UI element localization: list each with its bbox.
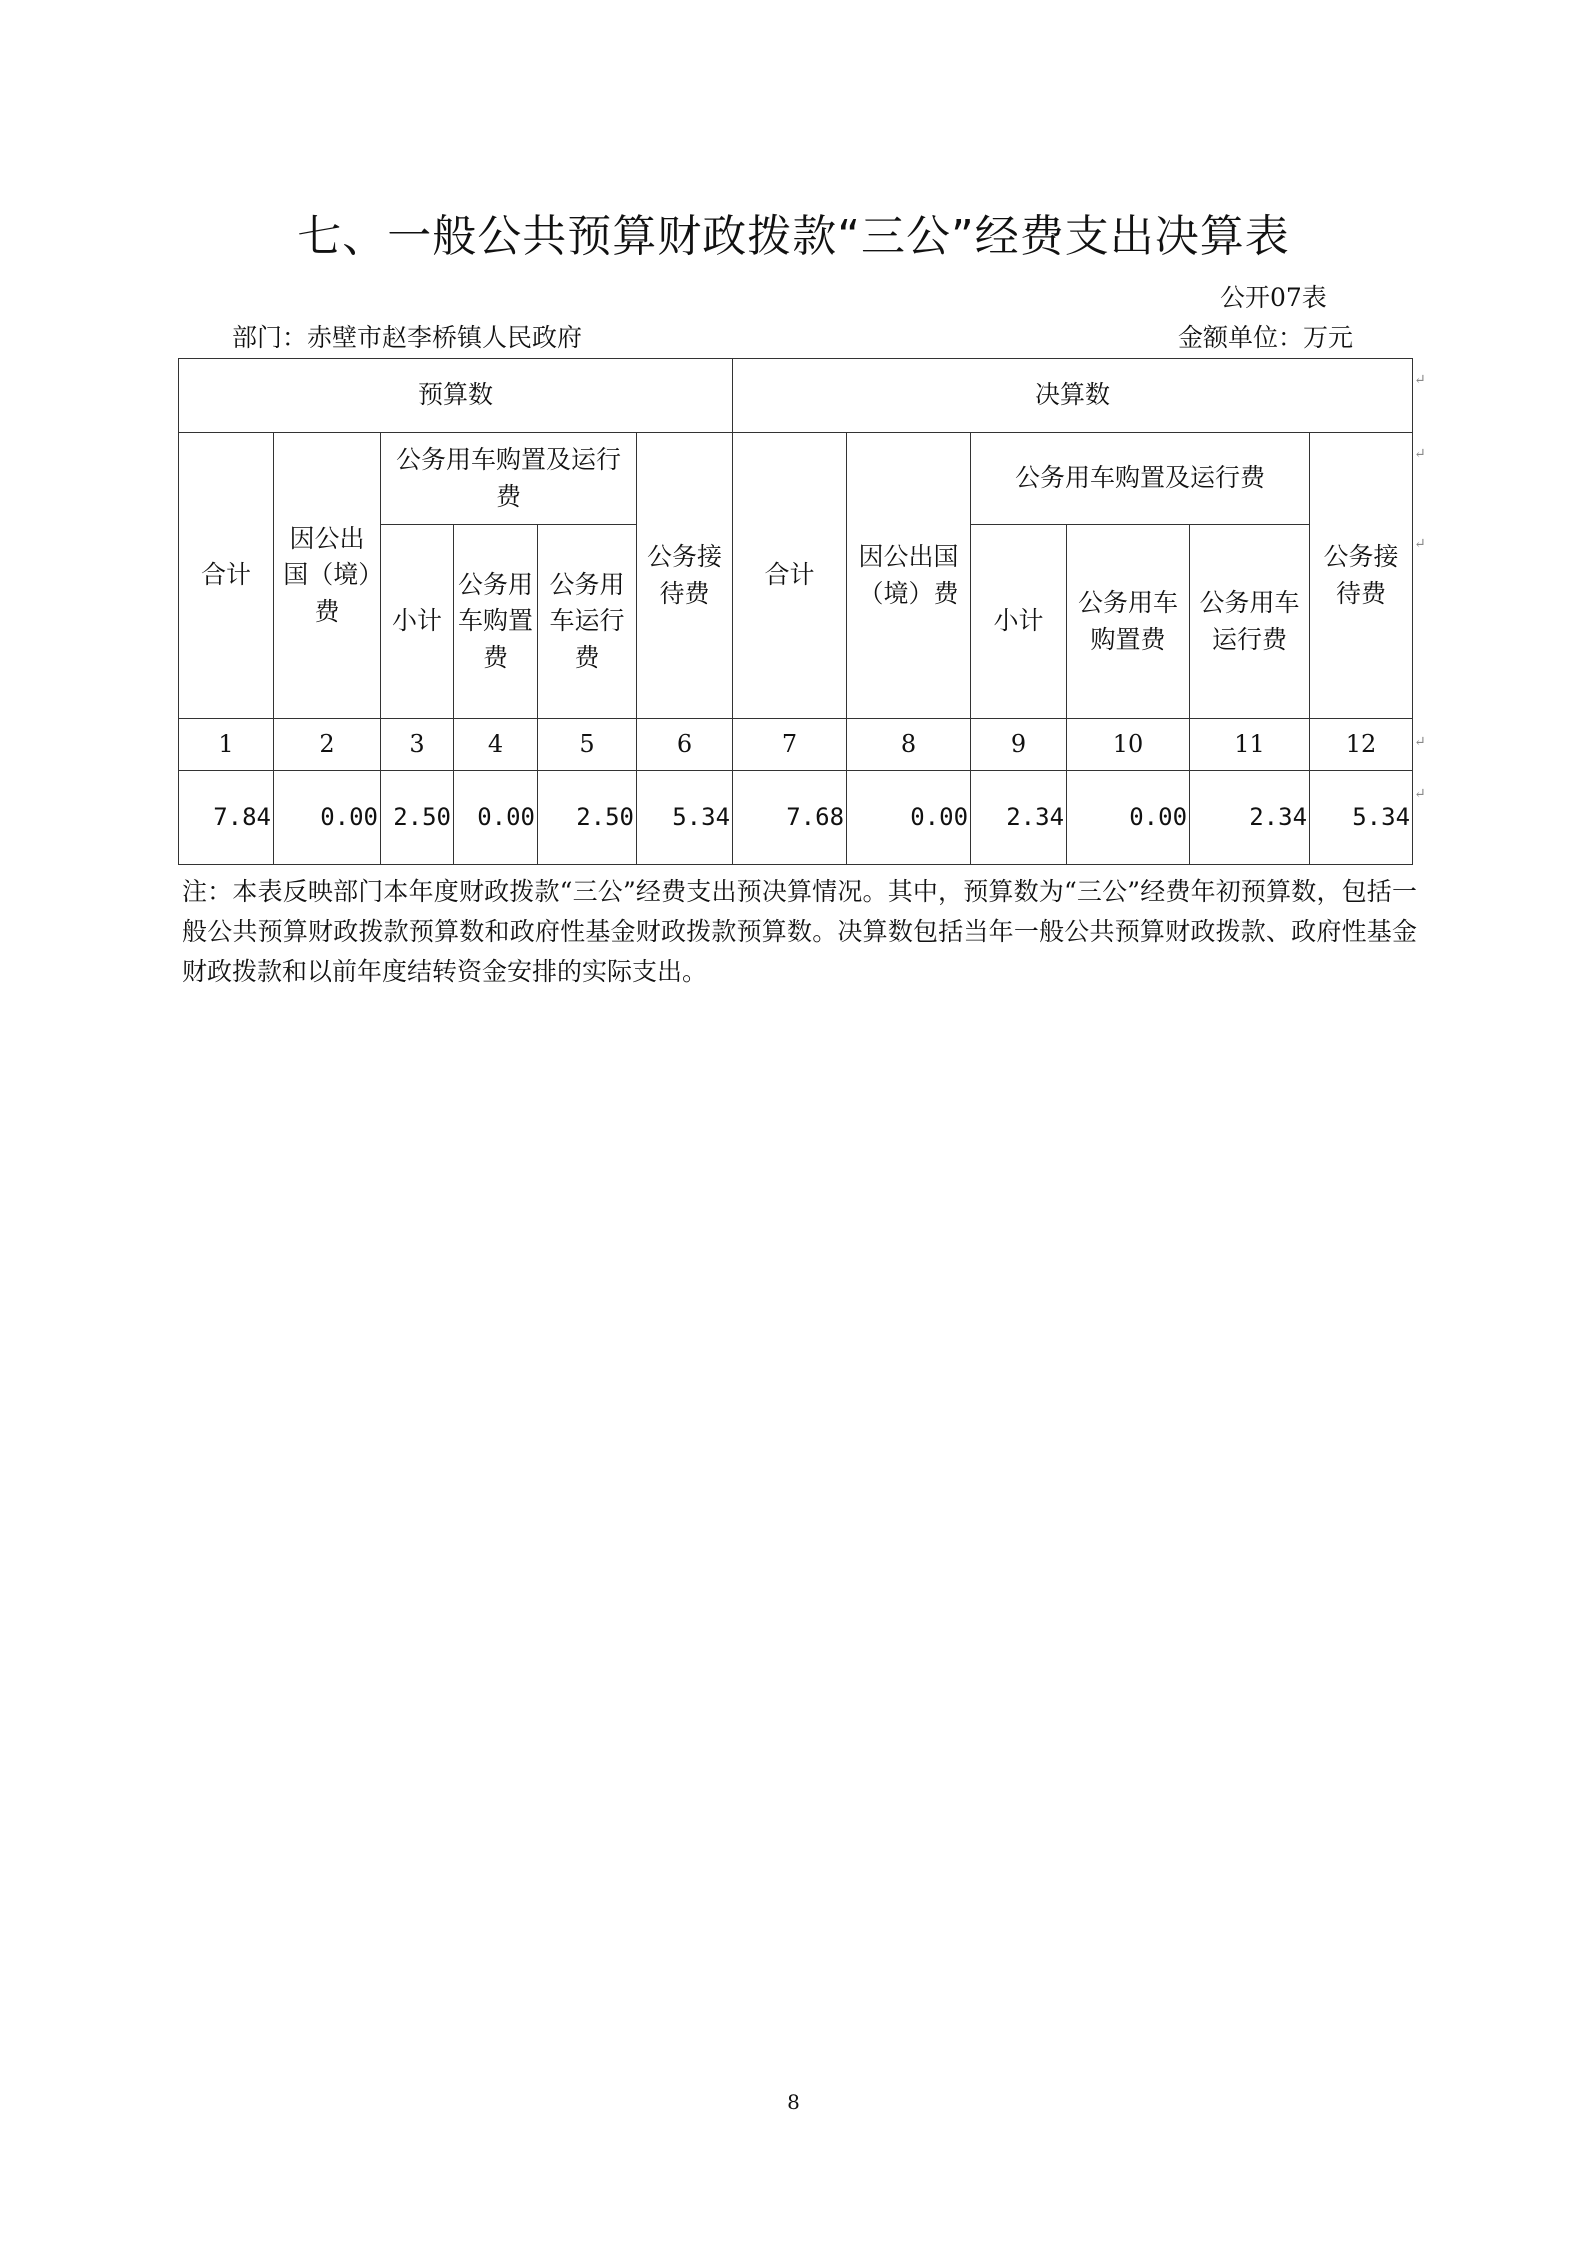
- index-row: [179, 719, 1413, 771]
- department-label: 部门：赤壁市赵李桥镇人民政府: [232, 323, 583, 352]
- final-subtotal-value: 2.34: [971, 771, 1067, 865]
- budget-car-operation-value: 2.50: [538, 771, 637, 865]
- final-reception-header: 公务接待费: [1310, 433, 1413, 719]
- column-index: 10: [1067, 719, 1190, 771]
- column-index: 6: [637, 719, 733, 771]
- column-index: 5: [538, 719, 637, 771]
- group-header-row: [179, 359, 1413, 433]
- budget-reception-header: 公务接待费: [637, 433, 733, 719]
- final-car-purchase-value: 0.00: [1067, 771, 1190, 865]
- three-public-expenses-table: [178, 358, 1413, 865]
- final-car-group-header: 公务用车购置及运行费: [971, 433, 1310, 525]
- column-index: 12: [1310, 719, 1413, 771]
- final-car-operation-header: 公务用车运行费: [1190, 525, 1310, 719]
- budget-reception-value: 5.34: [637, 771, 733, 865]
- final-group-header: 决算数: [733, 359, 1413, 433]
- final-car-operation-value: 2.34: [1190, 771, 1310, 865]
- budget-subtotal-value: 2.50: [381, 771, 454, 865]
- budget-abroad-header: 因公出国（境）费: [274, 433, 381, 719]
- budget-total-header: 合计: [179, 433, 274, 719]
- header-row-1: [179, 433, 1413, 525]
- page-number: 8: [787, 2090, 800, 2114]
- budget-car-purchase-value: 0.00: [454, 771, 538, 865]
- final-car-purchase-header: 公务用车购置费: [1067, 525, 1190, 719]
- paragraph-mark-icon: ↵: [1414, 446, 1426, 462]
- final-abroad-header: 因公出国（境）费: [847, 433, 971, 719]
- column-index: 7: [733, 719, 847, 771]
- form-number: 公开07表: [1220, 283, 1327, 312]
- final-total-value: 7.68: [733, 771, 847, 865]
- column-index: 2: [274, 719, 381, 771]
- table-footnote: 注：本表反映部门本年度财政拨款“三公”经费支出预决算情况。其中，预算数为“三公”经费年初预算数，包括一般公共预算财政拨款预算数和政府性基金财政拨款预算数。决算数包括当年一般公共预算财政拨款、政府性基金财政拨款和以前年度结转资金安排的实际支出。: [182, 877, 1417, 986]
- page-title: 七、一般公共预算财政拨款“三公”经费支出决算表: [297, 211, 1290, 262]
- final-subtotal-header: 小计: [971, 525, 1067, 719]
- budget-group-header: 预算数: [179, 359, 733, 433]
- budget-subtotal-header: 小计: [381, 525, 454, 719]
- column-index: 8: [847, 719, 971, 771]
- paragraph-mark-icon: ↵: [1414, 372, 1426, 388]
- column-index: 1: [179, 719, 274, 771]
- budget-car-operation-header: 公务用车运行费: [538, 525, 637, 719]
- column-index: 11: [1190, 719, 1310, 771]
- column-index: 3: [381, 719, 454, 771]
- paragraph-mark-icon: ↵: [1414, 786, 1426, 802]
- amount-unit-label: 金额单位：万元: [1178, 323, 1354, 352]
- budget-total-value: 7.84: [179, 771, 274, 865]
- budget-abroad-value: 0.00: [274, 771, 381, 865]
- budget-car-purchase-header: 公务用车购置费: [454, 525, 538, 719]
- final-abroad-value: 0.00: [847, 771, 971, 865]
- column-index: 4: [454, 719, 538, 771]
- budget-car-group-header: 公务用车购置及运行费: [381, 433, 637, 525]
- final-total-header: 合计: [733, 433, 847, 719]
- paragraph-mark-icon: ↵: [1414, 734, 1426, 750]
- value-row: [179, 771, 1413, 865]
- final-reception-value: 5.34: [1310, 771, 1413, 865]
- paragraph-mark-icon: ↵: [1414, 536, 1426, 552]
- column-index: 9: [971, 719, 1067, 771]
